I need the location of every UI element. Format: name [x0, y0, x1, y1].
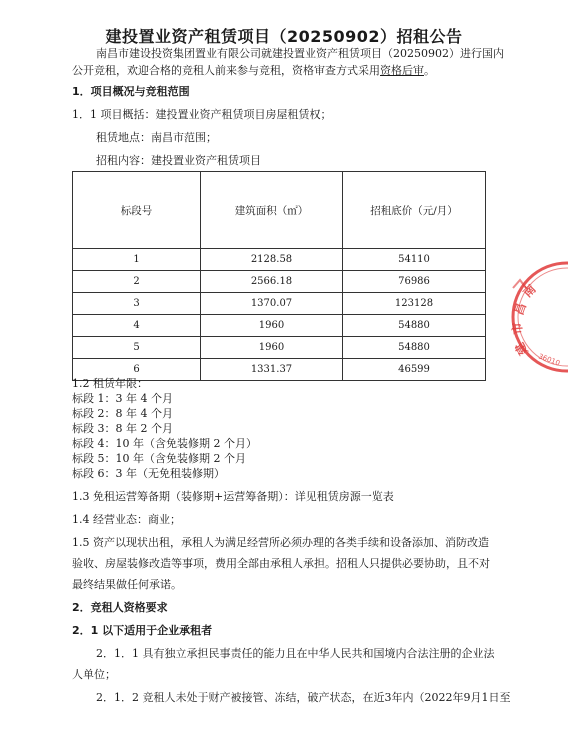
- svg-text:36010: 36010: [537, 352, 561, 368]
- table-cell: 123128: [343, 293, 486, 315]
- lease-term-item: 标段 4：10 年（含免装修期 2 个月）: [72, 437, 257, 450]
- svg-text:昌: 昌: [511, 300, 529, 318]
- table-cell: 54880: [343, 315, 486, 337]
- section-1-heading: 1．项目概况与竞租范围: [72, 85, 190, 98]
- business-type: 1.4 经营业态：商业；: [72, 513, 181, 526]
- asset-condition-line-1: 1.5 资产以现状出租，承租人为满足经营所必须办理的各类手续和设备添加、消防改造: [72, 536, 489, 549]
- svg-text:建: 建: [512, 340, 531, 358]
- intro-line-2-end: 。: [424, 64, 435, 77]
- table-cell: 2: [73, 271, 201, 293]
- table-cell: 1960: [201, 315, 343, 337]
- svg-text:南: 南: [520, 281, 539, 301]
- table-cell: 54110: [343, 249, 486, 271]
- lease-content: 招租内容：建投置业资产租赁项目: [96, 154, 261, 167]
- intro-line-2-text: 公开竞租，欢迎合格的竞租人前来参与竞租，资格审查方式采用: [72, 64, 380, 77]
- table-cell: 1: [73, 249, 201, 271]
- table-row: [73, 271, 486, 293]
- table-cell: 76986: [343, 271, 486, 293]
- table-cell: 6: [73, 359, 201, 381]
- lease-term-heading: 1.2 租赁年限：: [72, 377, 148, 390]
- svg-text:市: 市: [509, 321, 525, 335]
- header-base-price: 招租底价（元/月）: [343, 172, 486, 249]
- lease-location: 租赁地点：南昌市范围；: [96, 131, 217, 144]
- lease-term-item: 标段 3：8 年 2 个月: [72, 422, 173, 435]
- section-2-heading: 2．竞租人资格要求: [72, 601, 168, 614]
- document-title: 建投置业资产租赁项目（20250902）招租公告: [105, 27, 463, 46]
- rent-free-period: 1.3 免租运营筹备期（装修期+运营筹备期）：详见租赁房源一览表: [72, 490, 394, 503]
- requirement-2-1-1-line-2: 人单位；: [72, 668, 116, 681]
- table-cell: 3: [73, 293, 201, 315]
- review-method: 资格后审: [380, 64, 424, 77]
- asset-condition-line-3: 最终结果做任何承诺。: [72, 578, 182, 591]
- table-cell: 46599: [343, 359, 486, 381]
- table-cell: 2128.58: [201, 249, 343, 271]
- table-row: [73, 293, 486, 315]
- table-row: [73, 249, 486, 271]
- intro-line-2: [72, 63, 435, 79]
- asset-condition-line-2: 验收、房屋装修改造等事项，费用全部由承租人承担。招租人只提供必要协助，且不对: [72, 557, 490, 570]
- header-section-no: 标段号: [73, 172, 201, 249]
- table-cell: 1331.37: [201, 359, 343, 381]
- project-summary: 1．1 项目概括：建投置业资产租赁项目房屋租赁权；: [72, 108, 332, 121]
- table-cell: 2566.18: [201, 271, 343, 293]
- requirement-2-1-1-line-1: 2．1．1 具有独立承担民事责任的能力且在中华人民共和国境内合法注册的企业法: [96, 647, 495, 660]
- intro-line-1: 南昌市建设投资集团置业有限公司就建投置业资产租赁项目（20250902）进行国内: [96, 47, 504, 60]
- table-cell: 1370.07: [201, 293, 343, 315]
- lease-term-item: 标段 1：3 年 4 个月: [72, 392, 173, 405]
- requirement-2-1-2-line-1: 2．1．2 竞租人未处于财产被接管、冻结，破产状态，在近3年内（2022年9月1日至: [96, 691, 511, 704]
- table-cell: 5: [73, 337, 201, 359]
- lease-term-item: 标段 5：10 年（含免装修期 2 个月: [72, 452, 246, 465]
- lease-term-item: 标段 6：3 年（无免租装修期）: [72, 467, 225, 480]
- table-cell: 54880: [343, 337, 486, 359]
- table-cell: 1960: [201, 337, 343, 359]
- lease-table: [72, 171, 486, 381]
- enterprise-requirements-heading: 2．1 以下适用于企业承租者: [72, 624, 213, 637]
- table-header-row: [73, 172, 486, 249]
- table-row: [73, 337, 486, 359]
- table-row: [73, 315, 486, 337]
- header-area: 建筑面积（㎡）: [201, 172, 343, 249]
- official-seal-stamp: [508, 258, 568, 376]
- lease-term-item: 标段 2：8 年 4 个月: [72, 407, 173, 420]
- table-cell: 4: [73, 315, 201, 337]
